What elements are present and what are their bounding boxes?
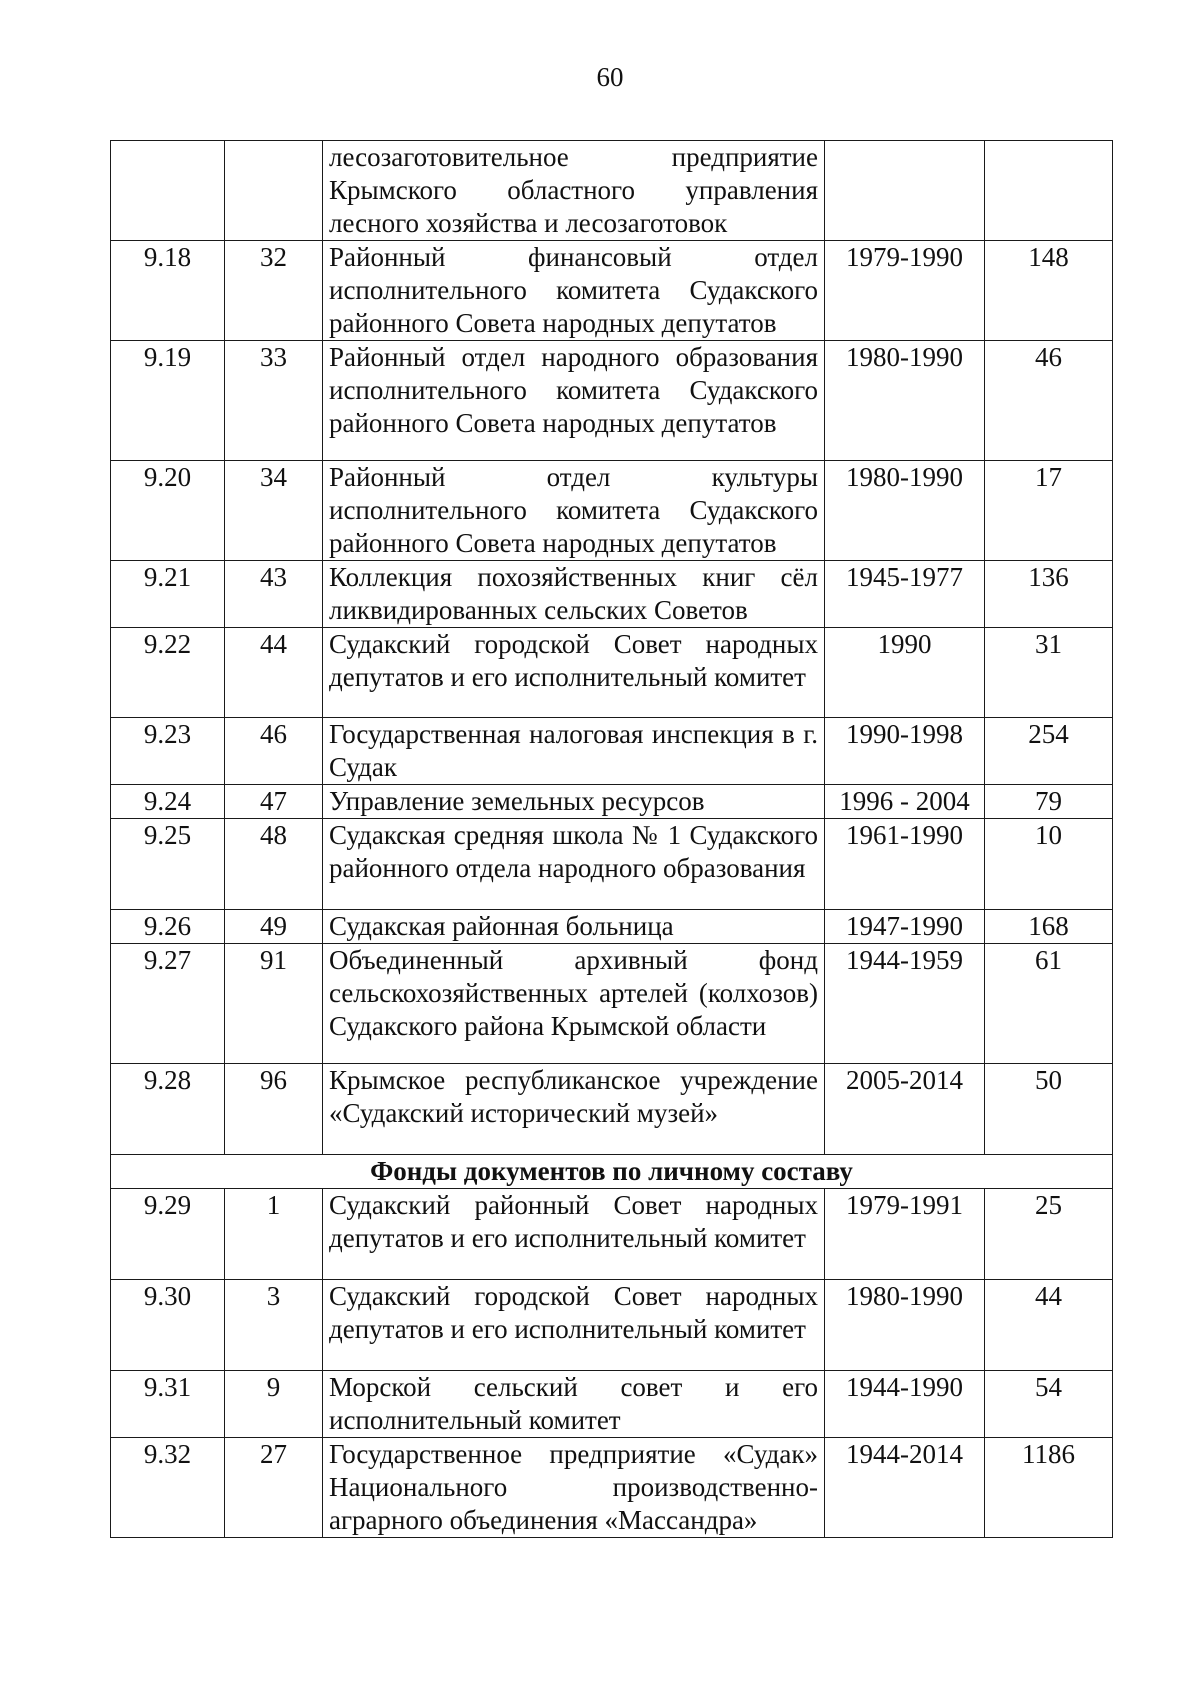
fund-number — [225, 141, 323, 241]
fund-number: 49 — [225, 910, 323, 944]
fund-number: 3 — [225, 1280, 323, 1371]
date-range: 1996 - 2004 — [825, 785, 985, 819]
table-row — [111, 1438, 1113, 1538]
fund-number: 32 — [225, 241, 323, 341]
row-number: 9.32 — [111, 1438, 225, 1538]
table-row — [111, 819, 1113, 910]
row-number — [111, 141, 225, 241]
file-count — [985, 141, 1113, 241]
fund-name: Судакский городской Совет народных депутатов и его исполнительный комитет — [323, 1280, 825, 1371]
table-row — [111, 785, 1113, 819]
fund-name: Районный отдел культуры исполнительного комитета Судакского районного Совета народных депутатов — [323, 461, 825, 561]
table-row — [111, 561, 1113, 628]
table-row — [111, 1189, 1113, 1280]
fund-number: 33 — [225, 341, 323, 461]
file-count: 168 — [985, 910, 1113, 944]
fund-name: Крымское республиканское учреждение «Судакский исторический музей» — [323, 1064, 825, 1155]
fund-number: 96 — [225, 1064, 323, 1155]
table-row — [111, 910, 1113, 944]
row-number: 9.18 — [111, 241, 225, 341]
file-count: 10 — [985, 819, 1113, 910]
fund-name: Судакская средняя школа № 1 Судакского районного отдела народного образования — [323, 819, 825, 910]
date-range: 1990 — [825, 628, 985, 718]
section-title: Фонды документов по личному составу — [111, 1155, 1113, 1189]
date-range: 1990-1998 — [825, 718, 985, 785]
row-number: 9.22 — [111, 628, 225, 718]
file-count: 44 — [985, 1280, 1113, 1371]
table-row — [111, 341, 1113, 461]
row-number: 9.23 — [111, 718, 225, 785]
row-number: 9.30 — [111, 1280, 225, 1371]
section-header-row — [111, 1155, 1113, 1189]
page-number: 60 — [596, 62, 624, 92]
fund-number: 27 — [225, 1438, 323, 1538]
file-count: 50 — [985, 1064, 1113, 1155]
file-count: 54 — [985, 1371, 1113, 1438]
fund-number: 91 — [225, 944, 323, 1064]
row-number: 9.29 — [111, 1189, 225, 1280]
file-count: 31 — [985, 628, 1113, 718]
fund-number: 9 — [225, 1371, 323, 1438]
row-number: 9.28 — [111, 1064, 225, 1155]
fund-name: Судакская районная больница — [323, 910, 825, 944]
fund-number: 46 — [225, 718, 323, 785]
date-range: 1945-1977 — [825, 561, 985, 628]
row-number: 9.31 — [111, 1371, 225, 1438]
date-range: 2005-2014 — [825, 1064, 985, 1155]
date-range: 1944-1959 — [825, 944, 985, 1064]
section-header-body — [111, 1155, 1113, 1189]
row-number: 9.20 — [111, 461, 225, 561]
date-range: 1980-1990 — [825, 461, 985, 561]
row-number: 9.25 — [111, 819, 225, 910]
date-range: 1979-1990 — [825, 241, 985, 341]
row-number: 9.24 — [111, 785, 225, 819]
row-number: 9.19 — [111, 341, 225, 461]
date-range: 1980-1990 — [825, 341, 985, 461]
row-number: 9.21 — [111, 561, 225, 628]
table-row — [111, 1064, 1113, 1155]
file-count: 46 — [985, 341, 1113, 461]
file-count: 25 — [985, 1189, 1113, 1280]
date-range — [825, 141, 985, 241]
date-range: 1944-2014 — [825, 1438, 985, 1538]
date-range: 1961-1990 — [825, 819, 985, 910]
table-row — [111, 1371, 1113, 1438]
table-row — [111, 1280, 1113, 1371]
row-number: 9.27 — [111, 944, 225, 1064]
file-count: 1186 — [985, 1438, 1113, 1538]
fund-number: 44 — [225, 628, 323, 718]
file-count: 148 — [985, 241, 1113, 341]
table-row — [111, 141, 1113, 241]
date-range: 1979-1991 — [825, 1189, 985, 1280]
fund-name: Управление земельных ресурсов — [323, 785, 825, 819]
fund-number: 47 — [225, 785, 323, 819]
personnel-registry-body — [111, 1189, 1113, 1538]
registry-body — [111, 141, 1113, 1155]
table-row — [111, 718, 1113, 785]
row-number: 9.26 — [111, 910, 225, 944]
date-range: 1947-1990 — [825, 910, 985, 944]
file-count: 254 — [985, 718, 1113, 785]
fund-name: Судакский городской Совет народных депутатов и его исполнительный комитет — [323, 628, 825, 718]
table-row — [111, 628, 1113, 718]
fund-number: 1 — [225, 1189, 323, 1280]
date-range: 1980-1990 — [825, 1280, 985, 1371]
date-range: 1944-1990 — [825, 1371, 985, 1438]
file-count: 17 — [985, 461, 1113, 561]
fund-name: Коллекция похозяйственных книг сёл ликвидированных сельских Советов — [323, 561, 825, 628]
table-row — [111, 241, 1113, 341]
fund-number: 43 — [225, 561, 323, 628]
fund-registry-table — [110, 140, 1113, 1538]
fund-name: Объединенный архивный фонд сельскохозяйственных артелей (колхозов) Судакского района Крымской области — [323, 944, 825, 1064]
fund-number: 34 — [225, 461, 323, 561]
fund-number: 48 — [225, 819, 323, 910]
fund-name: лесозаготовительное предприятие Крымского областного управления лесного хозяйства и лесозаготовок — [323, 141, 825, 241]
table-row — [111, 461, 1113, 561]
fund-name: Судакский районный Совет народных депутатов и его исполнительный комитет — [323, 1189, 825, 1280]
fund-name: Морской сельский совет и его исполнительный комитет — [323, 1371, 825, 1438]
file-count: 79 — [985, 785, 1113, 819]
fund-name: Районный отдел народного образования исполнительного комитета Судакского районного Совета народных депутатов — [323, 341, 825, 461]
fund-name: Государственная налоговая инспекция в г. Судак — [323, 718, 825, 785]
table-row — [111, 944, 1113, 1064]
file-count: 136 — [985, 561, 1113, 628]
fund-name: Государственное предприятие «Судак» Национального производственно-аграрного объединения «Массандра» — [323, 1438, 825, 1538]
file-count: 61 — [985, 944, 1113, 1064]
fund-name: Районный финансовый отдел исполнительного комитета Судакского районного Совета народных депутатов — [323, 241, 825, 341]
